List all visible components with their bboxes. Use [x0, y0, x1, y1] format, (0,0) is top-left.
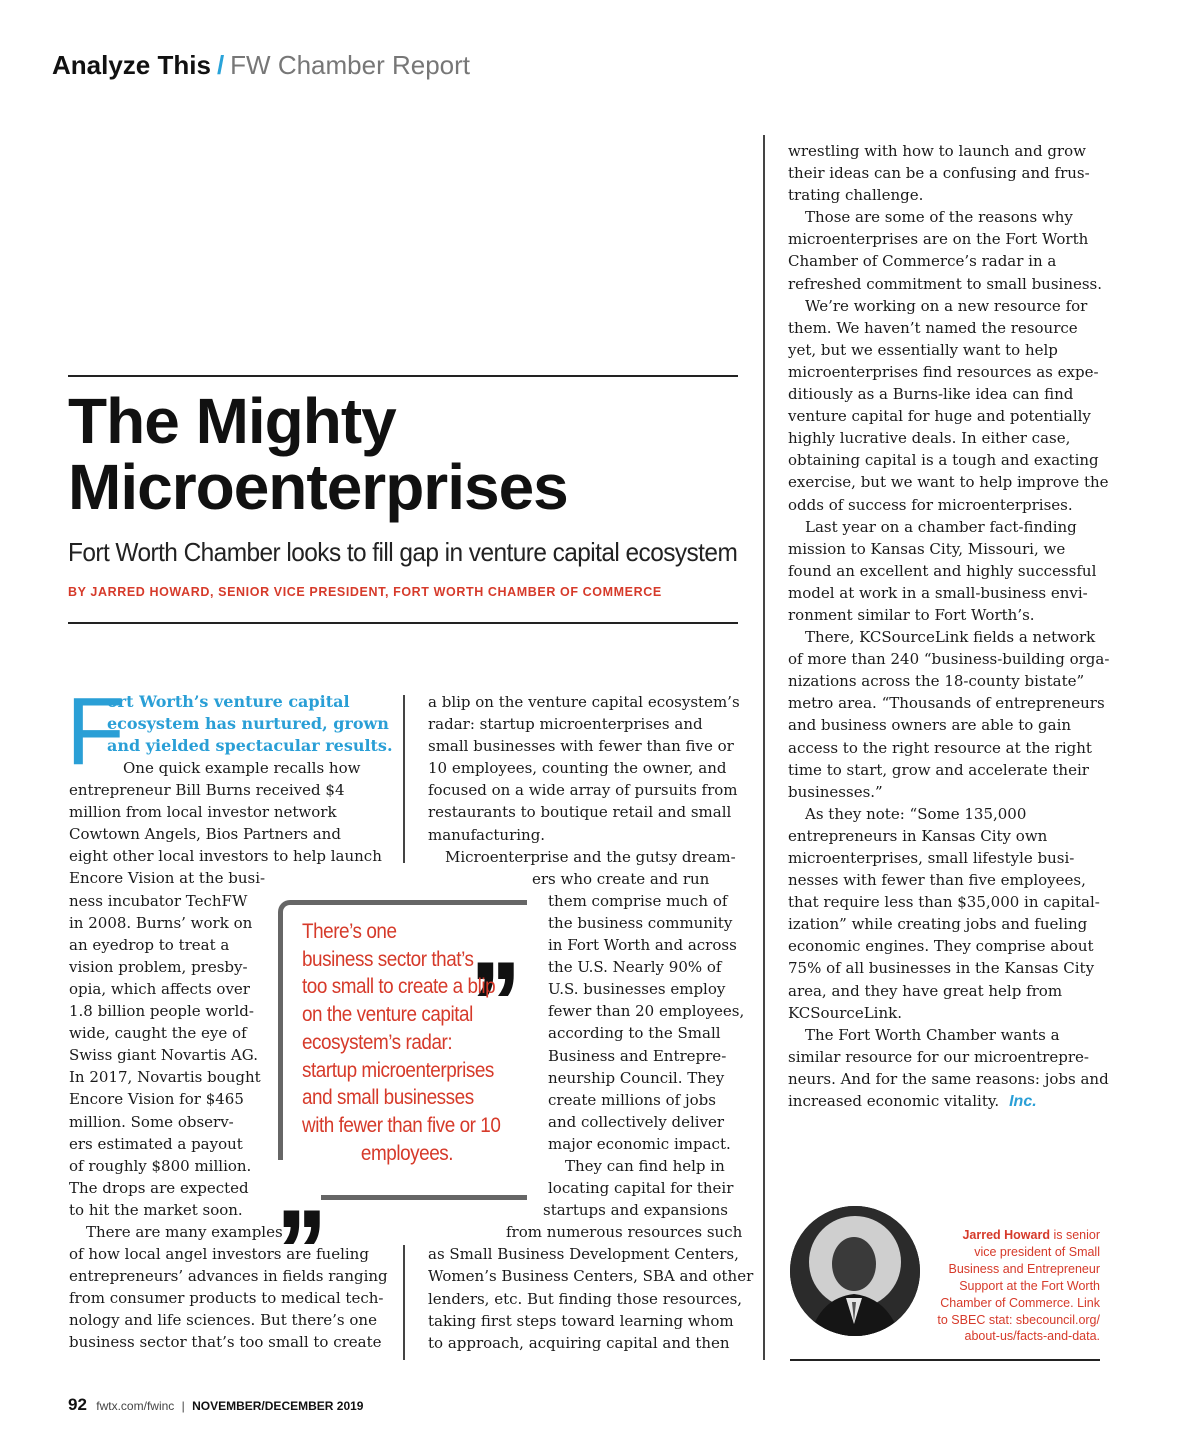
column-3	[788, 140, 1109, 1113]
pull-quote-line: business sector that’s	[302, 947, 474, 971]
end-mark-logo: Inc.	[1009, 1093, 1037, 1111]
body-line: opia, which affects over	[69, 979, 250, 998]
body-line: obtaining capital is a tough and exacting	[788, 451, 1099, 470]
bio-line: Chamber of Commerce. Link	[940, 1295, 1100, 1310]
body-line: an eyedrop to treat a	[69, 935, 230, 954]
body-line: exercise, but we want to help improve the	[788, 473, 1109, 492]
headline	[68, 385, 748, 523]
drop-cap: F	[66, 678, 125, 785]
body-line: wrestling with how to launch and grow	[788, 142, 1086, 160]
body-line: nesses with fewer than five employees,	[788, 871, 1086, 890]
body-line: found an excellent and highly successful	[788, 561, 1097, 580]
body-line: million from local investor network	[69, 803, 337, 822]
body-line: small businesses with fewer than five or	[428, 737, 734, 756]
body-line: Encore Vision at the busi-	[69, 869, 266, 888]
body-line: U.S. businesses employ	[548, 980, 726, 999]
footer-site: fwtx.com/fwinc	[96, 1399, 175, 1413]
body-line: similar resource for our microentrepre-	[788, 1047, 1089, 1066]
body-line: As they note: “Some 135,000	[805, 804, 1027, 823]
body-line: There are many examples	[86, 1222, 283, 1241]
body-line: entrepreneurs in Kansas City own	[788, 826, 1048, 845]
body-line: ditiously as a Burns-like idea can find	[788, 385, 1074, 404]
author-bio	[905, 1227, 1100, 1345]
body-line: There, KCSourceLink fields a network	[805, 628, 1096, 647]
body-line: entrepreneurs’ advances in fields ranging	[69, 1267, 388, 1286]
body-line: a blip on the venture capital ecosystem’s	[428, 693, 740, 711]
body-line: The drops are expected	[69, 1178, 249, 1197]
body-line-text: increased economic vitality.	[788, 1092, 1000, 1111]
bio-line-text: is senior	[1053, 1228, 1100, 1242]
body-line: We’re working on a new resource for	[805, 296, 1088, 315]
pull-quote-line: ecosystem’s radar:	[302, 1030, 453, 1054]
body-line: mission to Kansas City, Missouri, we	[788, 539, 1066, 558]
byline-bottom-rule	[68, 622, 738, 624]
body-line: their ideas can be a confusing and frus-	[788, 164, 1090, 183]
body-line: 10 employees, counting the owner, and	[428, 759, 727, 778]
body-line: to approach, acquiring capital and then	[428, 1333, 730, 1352]
body-line: of more than 240 “business-building orga-	[788, 650, 1110, 669]
col-divider-bottom	[403, 1245, 405, 1360]
bio-bottom-rule	[790, 1359, 1100, 1361]
bio-line: about-us/facts-and-data.	[964, 1329, 1100, 1344]
body-line: business sector that’s too small to create	[69, 1333, 382, 1352]
body-line: They can find help in	[565, 1156, 725, 1175]
body-line	[788, 1090, 1109, 1113]
pull-quote-line: startup microenterprises	[302, 1058, 494, 1082]
footer-separator: |	[181, 1399, 185, 1413]
body-line: ronment similar to Fort Worth’s.	[788, 605, 1035, 624]
body-line: million. Some observ-	[69, 1112, 234, 1131]
body-line: ization” while creating jobs and fueling	[788, 915, 1088, 934]
body-line: businesses.”	[788, 782, 883, 801]
bio-line: Business and Entrepreneur	[948, 1261, 1100, 1276]
body-line: Last year on a chamber fact-finding	[805, 517, 1077, 536]
author-photo	[790, 1206, 920, 1336]
body-line: to hit the market soon.	[69, 1200, 243, 1219]
pull-quote	[302, 918, 512, 1167]
author-name: Jarred Howard	[962, 1228, 1050, 1242]
body-line: In 2017, Novartis bought	[69, 1068, 261, 1087]
body-line: refreshed commitment to small business.	[788, 274, 1103, 293]
body-line: restaurants to boutique retail and small	[428, 803, 732, 822]
body-line: from consumer products to medical tech-	[69, 1289, 384, 1308]
body-line: Cowtown Angels, Bios Partners and	[69, 825, 341, 844]
body-line: neurship Council. They	[548, 1068, 725, 1087]
body-line: according to the Small	[548, 1024, 721, 1043]
pull-quote-line: on the venture capital	[302, 1003, 473, 1027]
pull-quote-line: and small businesses	[302, 1086, 474, 1110]
body-line: area, and they have great help from	[788, 981, 1063, 1000]
bio-line: Support at the Fort Worth	[959, 1278, 1100, 1293]
body-line: locating capital for their	[548, 1179, 734, 1198]
body-line: model at work in a small-business envi-	[788, 583, 1088, 602]
body-line: KCSourceLink.	[788, 1003, 902, 1022]
body-line: that require less than $35,000 in capital-	[788, 893, 1100, 912]
page-footer	[68, 1395, 363, 1415]
body-line: neurs. And for the same reasons: jobs and	[788, 1069, 1109, 1088]
body-line: microenterprises are on the Fort Worth	[788, 230, 1089, 249]
footer-issue: NOVEMBER/DECEMBER 2019	[192, 1399, 364, 1413]
body-line: yet, but we essentially want to help	[788, 340, 1058, 359]
body-line: Women’s Business Centers, SBA and other	[428, 1267, 754, 1286]
close-quote-icon: ,,	[272, 1160, 321, 1220]
body-line: them. We haven’t named the resource	[788, 318, 1078, 337]
pull-quote-line: There’s one	[302, 920, 397, 943]
body-line: microenterprises find resources as expe-	[788, 362, 1099, 381]
body-line: in Fort Worth and across	[548, 936, 737, 955]
lead-line: ecosystem has nurtured, grown	[107, 714, 389, 734]
body-line: eight other local investors to help launch	[69, 847, 382, 866]
bio-line: to SBEC stat: sbecouncil.org/	[937, 1312, 1100, 1327]
author-portrait-icon	[790, 1206, 920, 1336]
section-name: Analyze This	[52, 50, 211, 80]
body-line: wide, caught the eye of	[69, 1024, 247, 1043]
body-line: Swiss giant Novartis AG.	[69, 1046, 258, 1065]
headline-line: The Mighty	[68, 385, 396, 457]
body-line: and business owners are able to gain	[788, 716, 1072, 735]
body-line: One quick example recalls how	[123, 759, 361, 777]
section-header	[52, 50, 470, 81]
body-line: economic engines. They comprise about	[788, 937, 1094, 956]
lead-line: and yielded spectacular results.	[107, 736, 393, 756]
body-line: access to the right resource at the right	[788, 738, 1092, 757]
headline-top-rule	[68, 375, 738, 377]
body-line: microenterprises, small lifestyle busi-	[788, 849, 1075, 867]
body-line: ness incubator TechFW	[69, 891, 248, 910]
body-line: focused on a wide array of pursuits from	[428, 781, 738, 800]
body-line: radar: startup microenterprises and	[428, 715, 703, 734]
body-line: in 2008. Burns’ work on	[69, 913, 253, 932]
body-line: from numerous resources such	[506, 1223, 743, 1242]
body-line: manufacturing.	[428, 825, 546, 844]
page-number: 92	[68, 1395, 87, 1414]
body-line: startups and expansions	[543, 1201, 728, 1220]
body-line: 1.8 billion people world-	[69, 1002, 254, 1021]
body-line: fewer than 20 employees,	[548, 1002, 745, 1021]
body-line: taking first steps toward learning whom	[428, 1311, 734, 1330]
section-separator: /	[216, 50, 225, 80]
pull-quote-line: employees.	[360, 1141, 454, 1165]
body-line: nizations across the 18-county bistate”	[788, 672, 1085, 691]
body-line: Microenterprise and the gutsy dream-	[445, 847, 736, 866]
pull-quote-line: with fewer than five or 10	[302, 1113, 501, 1137]
body-line: ers estimated a payout	[69, 1134, 243, 1153]
body-line: Chamber of Commerce’s radar in a	[788, 252, 1057, 271]
body-line: nology and life sciences. But there’s one	[69, 1311, 377, 1330]
body-line: lenders, etc. But finding those resources,	[428, 1289, 743, 1308]
subsection-name: FW Chamber Report	[230, 50, 471, 80]
body-line: of roughly $800 million.	[69, 1156, 252, 1175]
body-line: and collectively deliver	[548, 1112, 725, 1131]
body-line: Those are some of the reasons why	[805, 208, 1073, 227]
body-line: of how local angel investors are fueling	[69, 1245, 369, 1264]
body-line: The Fort Worth Chamber wants a	[805, 1025, 1060, 1044]
body-line: venture capital for huge and potentially	[788, 407, 1091, 426]
body-line: 75% of all businesses in the Kansas City	[788, 959, 1095, 978]
body-line: Business and Entrepre-	[548, 1046, 727, 1065]
col-divider-top	[403, 695, 405, 863]
body-line: major economic impact.	[548, 1134, 731, 1153]
body-line: vision problem, presby-	[69, 957, 248, 976]
body-line: the U.S. Nearly 90% of	[548, 958, 722, 977]
body-line: odds of success for microenterprises.	[788, 495, 1073, 514]
body-line: trating challenge.	[788, 186, 924, 205]
close-quote-icon: ,,	[466, 912, 515, 972]
body-line: highly lucrative deals. In either case,	[788, 429, 1071, 448]
body-line: ers who create and run	[532, 869, 710, 888]
body-line: entrepreneur Bill Burns received $4	[69, 781, 345, 800]
body-line: metro area. “Thousands of entrepreneurs	[788, 694, 1105, 713]
body-line: them comprise much of	[548, 891, 728, 910]
lead-line: ort Worth’s venture capital	[107, 692, 350, 711]
body-line: the business community	[548, 913, 733, 932]
subhead: Fort Worth Chamber looks to fill gap in venture capital ecosystem	[68, 537, 738, 567]
lead-paragraph	[107, 691, 393, 757]
headline-line: Microenterprises	[68, 451, 568, 523]
body-line: create millions of jobs	[548, 1090, 716, 1109]
bio-line: vice president of Small	[974, 1244, 1100, 1259]
bio-line	[905, 1227, 1100, 1244]
byline: BY JARRED HOWARD, SENIOR VICE PRESIDENT, FORT WORTH CHAMBER OF COMMERCE	[68, 585, 662, 599]
body-line: as Small Business Development Centers,	[428, 1245, 739, 1264]
right-column-divider	[763, 135, 765, 1360]
body-line: Encore Vision for $465	[69, 1090, 244, 1109]
pull-quote-line: too small to create a blip	[302, 975, 496, 999]
body-line: time to start, grow and accelerate their	[788, 760, 1089, 779]
